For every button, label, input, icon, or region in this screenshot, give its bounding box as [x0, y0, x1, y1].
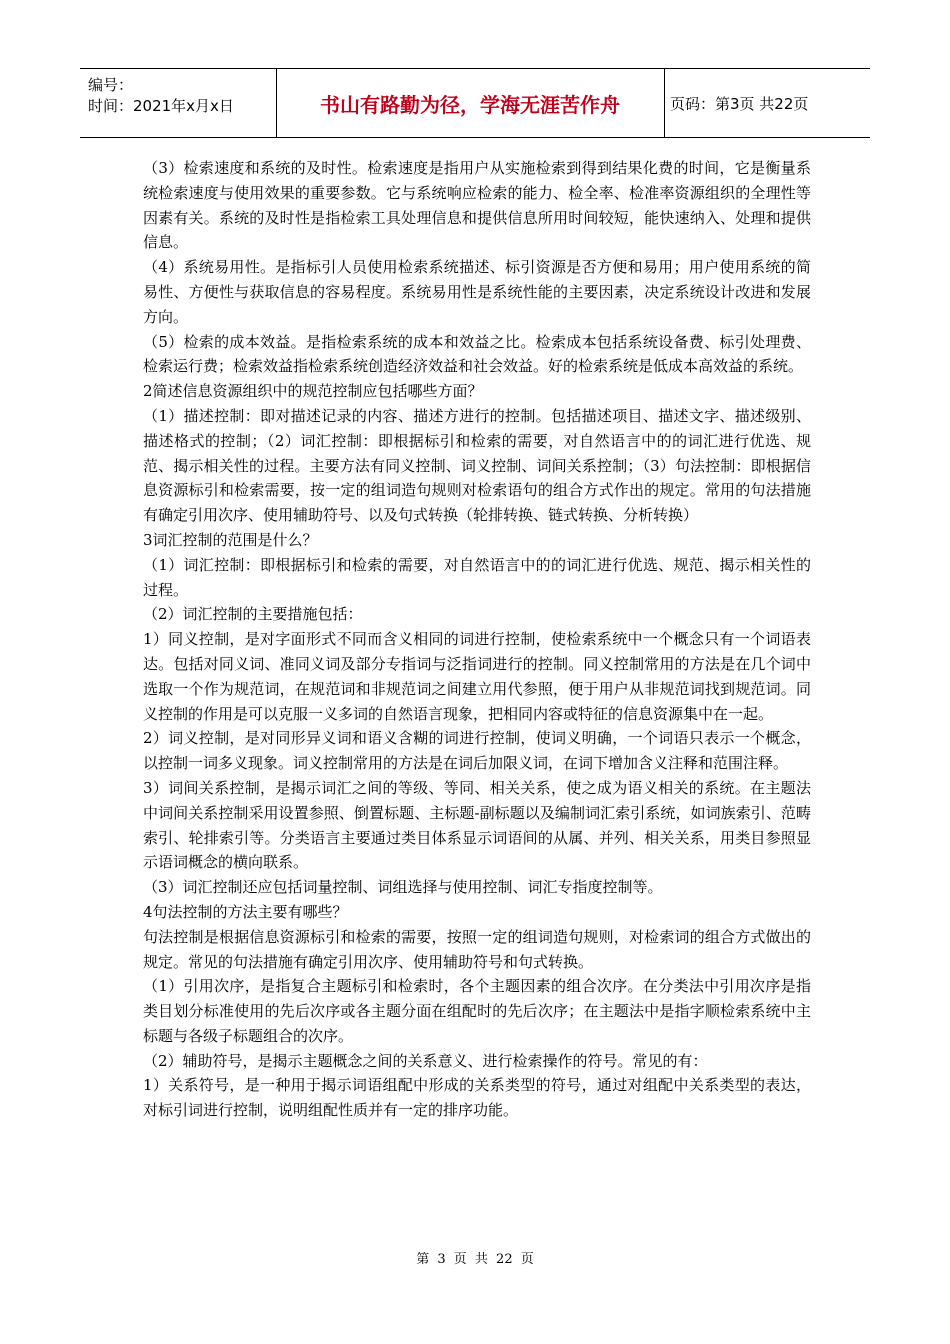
paragraph: 2）词义控制，是对同形异义词和语义含糊的词进行控制，使词义明确，一个词语只表示一个概念，以控制一词多义现象。词义控制常用的方法是在词后加限义词，在词下增加含义注释和范围注释。 — [143, 729, 811, 773]
page-footer: 第 3 页 共 22 页 — [416, 1252, 534, 1267]
paragraph: （4）系统易用性。是指标引人员使用检索系统描述、标引资源是否方便和易用；用户使用系统的简易性、方便性与获取信息的容易程度。系统易用性是系统性能的主要因素，决定系统设计改进和发展方向。 — [143, 258, 811, 326]
paragraph: （1）描述控制：即对描述记录的内容、描述方进行的控制。包括描述项目、描述文字、描述级别、描述格式的控制；（2）词汇控制：即根据标引和检索的需要，对自然语言中的的词汇进行优选、规范、揭示相关性的过程。主要方法有同义控制、词义控制、词间关系控制；（3）句法控制：即根据信息资源标引和检索需要，按一定的组词造句规则对检索语句的组合方式作出的规定。常用的句法措施有确定引用次序、使用辅助符号、以及句式转换（轮排转换、链式转换、分析转换） — [143, 406, 811, 525]
paragraph: （5）检索的成本效益。是指检索系统的成本和效益之比。检索成本包括系统设备费、标引处理费、检索运行费；检索效益指检索系统创造经济效益和社会效益。好的检索系统是低成本高效益的系统。 — [143, 332, 811, 376]
header-page-info: 页码：第3页 共22页 — [670, 94, 809, 113]
paragraph: 3）词间关系控制，是揭示词汇之间的等级、等同、相关关系，使之成为语义相关的系统。在主题法中词间关系控制采用设置参照、倒置标题、主标题-副标题以及编制词汇索引系统，如词族索引、范畴索引、轮排索引等。分类语言主要通过类目体系显示词语间的从属、并列、相关关系，用类目参照显示语词概念的横向联系。 — [143, 778, 811, 872]
document-body — [143, 156, 811, 1123]
paragraph: （3）词汇控制还应包括词量控制、词组选择与使用控制、词汇专指度控制等。 — [143, 878, 663, 897]
page-header — [80, 68, 870, 138]
paragraph: 句法控制是根据信息资源标引和检索的需要，按照一定的组词造句规则，对检索词的组合方式做出的规定。常见的句法措施有确定引用次序、使用辅助符号和句式转换。 — [143, 927, 811, 971]
paragraph: 1）同义控制，是对字面形式不同而含义相同的词进行控制，使检索系统中一个概念只有一个词语表达。包括对同义词、准同义词及部分专指词与泛指词进行的控制。同义控制常用的方法是在几个词中选取一个作为规范词，在规范词和非规范词之间建立用代参照，便于用户从非规范词找到规范词。同义控制的作用是可以克服一义多词的自然语言现象，把相同内容或特征的信息资源集中在一起。 — [143, 630, 811, 723]
question-heading: 4句法控制的方法主要有哪些？ — [143, 902, 348, 921]
paragraph: （1）引用次序，是指复合主题标引和检索时，各个主题因素的组合次序。在分类法中引用次序是指类目划分标准使用的先后次序或各主题分面在组配时的先后次序；在主题法中是指字顺检索系统中主标题与各级子标题组合的次序。 — [143, 977, 811, 1045]
document-number-label: 编号： — [88, 76, 134, 94]
header-divider — [276, 69, 277, 137]
question-heading: 2简述信息资源组织中的规范控制应包括哪些方面？ — [143, 382, 483, 401]
paragraph: （1）词汇控制：即根据标引和检索的需要，对自然语言中的的词汇进行优选、规范、揭示相关性的过程。 — [143, 555, 811, 599]
paragraph: （2）词汇控制的主要措施包括： — [143, 605, 363, 624]
paragraph: 1）关系符号，是一种用于揭示词语组配中形成的关系类型的符号，通过对组配中关系类型的表达，对标引词进行控制，说明组配性质并有一定的排序功能。 — [143, 1076, 811, 1120]
document-date: 时间：2021年x月x日 — [88, 97, 234, 115]
header-meta — [88, 75, 234, 117]
header-motto: 书山有路勤为径，学海无涯苦作舟 — [320, 92, 620, 117]
question-heading: 3词汇控制的范围是什么？ — [143, 530, 318, 549]
paragraph: （3）检索速度和系统的及时性。检索速度是指用户从实施检索到得到结果化费的时间，它是衡量系统检索速度与使用效果的重要参数。它与系统响应检索的能力、检全率、检准率资源组织的全理性等因素有关。系统的及时性是指检索工具处理信息和提供信息所用时间较短，能快速纳入、处理和提供信息。 — [143, 159, 811, 252]
paragraph: （2）辅助符号，是揭示主题概念之间的关系意义、进行检索操作的符号。常见的有： — [143, 1051, 708, 1070]
